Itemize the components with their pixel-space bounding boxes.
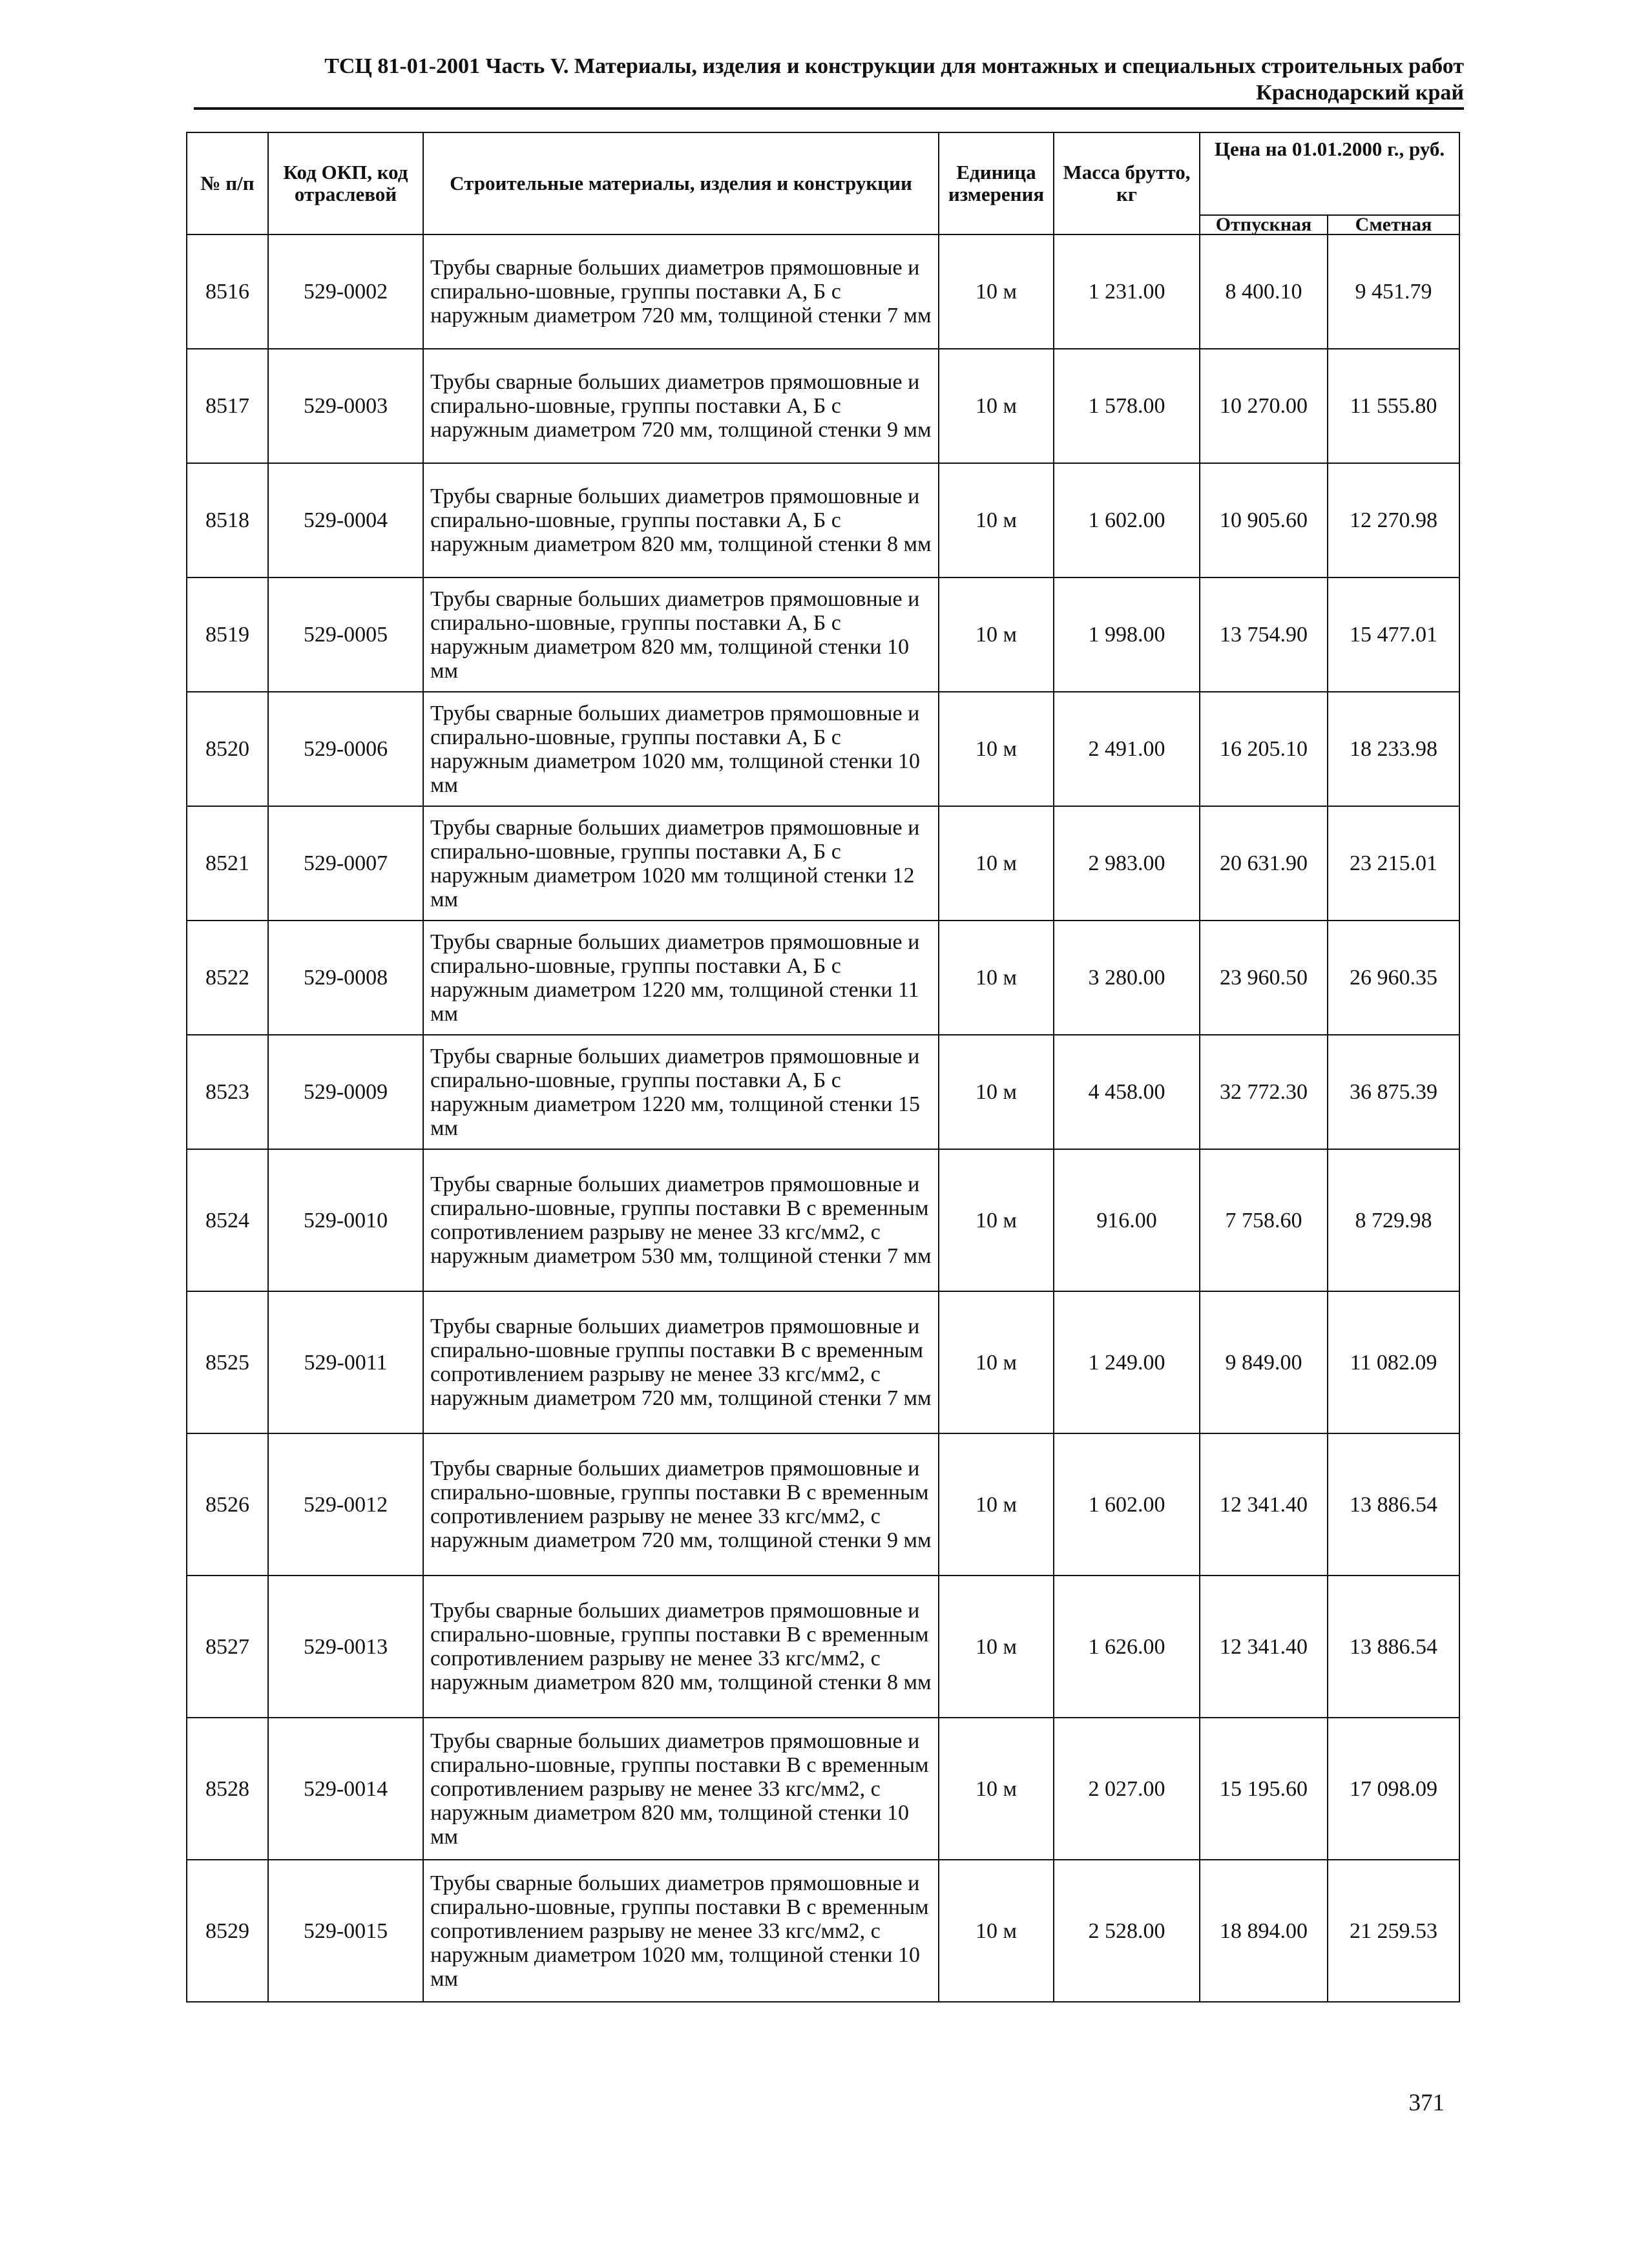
table-row [187,806,1459,921]
cell-code: 529-0006 [268,692,423,806]
cell-num: 8529 [187,1860,268,2002]
table-row [187,577,1459,692]
cell-name: Трубы сварные больших диаметров прямошовные и спирально-шовные, группы поставки А, Б с наружным диаметром 1220 мм, толщиной стенки 11 мм [423,921,939,1035]
table-row [187,234,1459,349]
cell-mass: 1 602.00 [1054,1433,1200,1576]
cell-mass: 1 998.00 [1054,577,1200,692]
cell-mass: 916.00 [1054,1149,1200,1291]
cell-name: Трубы сварные больших диаметров прямошовные и спирально-шовные, группы поставки В с временным сопротивлением разрыву не менее 33 кгс/мм2, с наружным диаметром 720 мм, толщиной стенки 9 мм [423,1433,939,1576]
cell-price-estimate: 12 270.98 [1328,463,1459,577]
table-row [187,1718,1459,1860]
table-row [187,921,1459,1035]
table-row [187,349,1459,463]
page-number: 371 [1408,2090,1445,2116]
cell-unit: 10 м [939,1718,1054,1860]
cell-code: 529-0012 [268,1433,423,1576]
table-row [187,463,1459,577]
cell-name: Трубы сварные больших диаметров прямошовные и спирально-шовные, группы поставки А, Б с наружным диаметром 720 мм, толщиной стенки 9 мм [423,349,939,463]
cell-num: 8521 [187,806,268,921]
cell-num: 8527 [187,1576,268,1718]
cell-code: 529-0003 [268,349,423,463]
cell-code: 529-0013 [268,1576,423,1718]
cell-unit: 10 м [939,577,1054,692]
cell-name: Трубы сварные больших диаметров прямошовные и спирально-шовные, группы поставки А, Б с наружным диаметром 720 мм, толщиной стенки 7 мм [423,234,939,349]
cell-num: 8520 [187,692,268,806]
cell-num: 8517 [187,349,268,463]
cell-unit: 10 м [939,1149,1054,1291]
col-header-mass: Масса брутто, кг [1054,132,1200,234]
cell-price-estimate: 8 729.98 [1328,1149,1459,1291]
cell-price-release: 13 754.90 [1200,577,1328,692]
cell-mass: 1 249.00 [1054,1291,1200,1433]
cell-price-release: 9 849.00 [1200,1291,1328,1433]
cell-price-release: 16 205.10 [1200,692,1328,806]
col-header-unit: Единица измерения [939,132,1054,234]
cell-price-release: 20 631.90 [1200,806,1328,921]
cell-price-estimate: 13 886.54 [1328,1576,1459,1718]
cell-num: 8526 [187,1433,268,1576]
cell-unit: 10 м [939,806,1054,921]
cell-mass: 1 626.00 [1054,1576,1200,1718]
cell-price-release: 7 758.60 [1200,1149,1328,1291]
table-row [187,1576,1459,1718]
cell-price-release: 12 341.40 [1200,1576,1328,1718]
table-row [187,1149,1459,1291]
cell-price-estimate: 36 875.39 [1328,1035,1459,1149]
cell-price-release: 15 195.60 [1200,1718,1328,1860]
cell-unit: 10 м [939,1291,1054,1433]
col-header-name: Строительные материалы, изделия и конструкции [423,132,939,234]
cell-price-estimate: 9 451.79 [1328,234,1459,349]
cell-unit: 10 м [939,1433,1054,1576]
cell-unit: 10 м [939,349,1054,463]
cell-code: 529-0007 [268,806,423,921]
cell-code: 529-0011 [268,1291,423,1433]
table-row [187,1035,1459,1149]
cell-code: 529-0002 [268,234,423,349]
cell-mass: 3 280.00 [1054,921,1200,1035]
table-row [187,1291,1459,1433]
table-header [187,132,1459,234]
cell-price-estimate: 26 960.35 [1328,921,1459,1035]
cell-mass: 4 458.00 [1054,1035,1200,1149]
cell-name: Трубы сварные больших диаметров прямошовные и спирально-шовные, группы поставки А, Б с наружным диаметром 1220 мм, толщиной стенки 15 мм [423,1035,939,1149]
cell-unit: 10 м [939,692,1054,806]
cell-code: 529-0009 [268,1035,423,1149]
cell-price-estimate: 17 098.09 [1328,1718,1459,1860]
cell-num: 8518 [187,463,268,577]
col-header-code: Код ОКП, код отраслевой [268,132,423,234]
cell-price-estimate: 23 215.01 [1328,806,1459,921]
table-row [187,1433,1459,1576]
cell-code: 529-0004 [268,463,423,577]
cell-mass: 2 491.00 [1054,692,1200,806]
cell-name: Трубы сварные больших диаметров прямошовные и спирально-шовные, группы поставки В с временным сопротивлением разрыву не менее 33 кгс/мм2, с наружным диаметром 1020 мм, толщиной стенки 10 мм [423,1860,939,2002]
cell-num: 8522 [187,921,268,1035]
header-rule [194,107,1464,110]
cell-mass: 2 027.00 [1054,1718,1200,1860]
cell-price-estimate: 11 555.80 [1328,349,1459,463]
cell-num: 8524 [187,1149,268,1291]
cell-price-release: 12 341.40 [1200,1433,1328,1576]
cell-name: Трубы сварные больших диаметров прямошовные и спирально-шовные, группы поставки А, Б с наружным диаметром 1020 мм, толщиной стенки 10 мм [423,692,939,806]
cell-name: Трубы сварные больших диаметров прямошовные и спирально-шовные, группы поставки В с временным сопротивлением разрыву не менее 33 кгс/мм2, с наружным диаметром 820 мм, толщиной стенки 8 мм [423,1576,939,1718]
cell-name: Трубы сварные больших диаметров прямошовные и спирально-шовные, группы поставки А, Б с наружным диаметром 820 мм, толщиной стенки 10 мм [423,577,939,692]
cell-mass: 2 983.00 [1054,806,1200,921]
cell-code: 529-0015 [268,1860,423,2002]
cell-name: Трубы сварные больших диаметров прямошовные и спирально-шовные, группы поставки В с временным сопротивлением разрыву не менее 33 кгс/мм2, с наружным диаметром 820 мм, толщиной стенки 10 мм [423,1718,939,1860]
cell-mass: 1 231.00 [1054,234,1200,349]
cell-price-release: 8 400.10 [1200,234,1328,349]
cell-name: Трубы сварные больших диаметров прямошовные и спирально-шовные, группы поставки А, Б с наружным диаметром 1020 мм толщиной стенки 12 мм [423,806,939,921]
cell-num: 8528 [187,1718,268,1860]
table-row [187,692,1459,806]
cell-code: 529-0014 [268,1718,423,1860]
col-header-price-group: Цена на 01.01.2000 г., руб. [1200,132,1459,215]
cell-unit: 10 м [939,1576,1054,1718]
cell-price-release: 32 772.30 [1200,1035,1328,1149]
table-body [187,234,1459,2002]
cell-unit: 10 м [939,463,1054,577]
page-header-title: ТСЦ 81-01-2001 Часть V. Материалы, изделия и конструкции для монтажных и специальных строительных работ [324,54,1464,78]
col-header-num: № п/п [187,132,268,234]
cell-name: Трубы сварные больших диаметров прямошовные и спирально-шовные группы поставки В с временным сопротивлением разрыву не менее 33 кгс/мм2, с наружным диаметром 720 мм, толщиной стенки 7 мм [423,1291,939,1433]
cell-price-estimate: 18 233.98 [1328,692,1459,806]
cell-unit: 10 м [939,921,1054,1035]
cell-mass: 1 602.00 [1054,463,1200,577]
cell-mass: 1 578.00 [1054,349,1200,463]
table-row [187,1860,1459,2002]
cell-code: 529-0010 [268,1149,423,1291]
cell-name: Трубы сварные больших диаметров прямошовные и спирально-шовные, группы поставки В с временным сопротивлением разрыву не менее 33 кгс/мм2, с наружным диаметром 530 мм, толщиной стенки 7 мм [423,1149,939,1291]
cell-num: 8525 [187,1291,268,1433]
cell-num: 8519 [187,577,268,692]
cell-unit: 10 м [939,1035,1054,1149]
col-header-price-release: Отпускная [1200,215,1328,234]
cell-price-estimate: 13 886.54 [1328,1433,1459,1576]
cell-price-estimate: 15 477.01 [1328,577,1459,692]
cell-code: 529-0005 [268,577,423,692]
cell-price-release: 23 960.50 [1200,921,1328,1035]
col-header-price-estimate: Сметная [1328,215,1459,234]
cell-price-estimate: 21 259.53 [1328,1860,1459,2002]
page-header-region: Краснодарский край [1256,81,1464,105]
cell-name: Трубы сварные больших диаметров прямошовные и спирально-шовные, группы поставки А, Б с наружным диаметром 820 мм, толщиной стенки 8 мм [423,463,939,577]
materials-price-table [186,132,1460,2003]
cell-unit: 10 м [939,1860,1054,2002]
cell-price-estimate: 11 082.09 [1328,1291,1459,1433]
cell-unit: 10 м [939,234,1054,349]
cell-price-release: 10 270.00 [1200,349,1328,463]
cell-price-release: 10 905.60 [1200,463,1328,577]
cell-mass: 2 528.00 [1054,1860,1200,2002]
cell-code: 529-0008 [268,921,423,1035]
cell-num: 8516 [187,234,268,349]
cell-num: 8523 [187,1035,268,1149]
cell-price-release: 18 894.00 [1200,1860,1328,2002]
